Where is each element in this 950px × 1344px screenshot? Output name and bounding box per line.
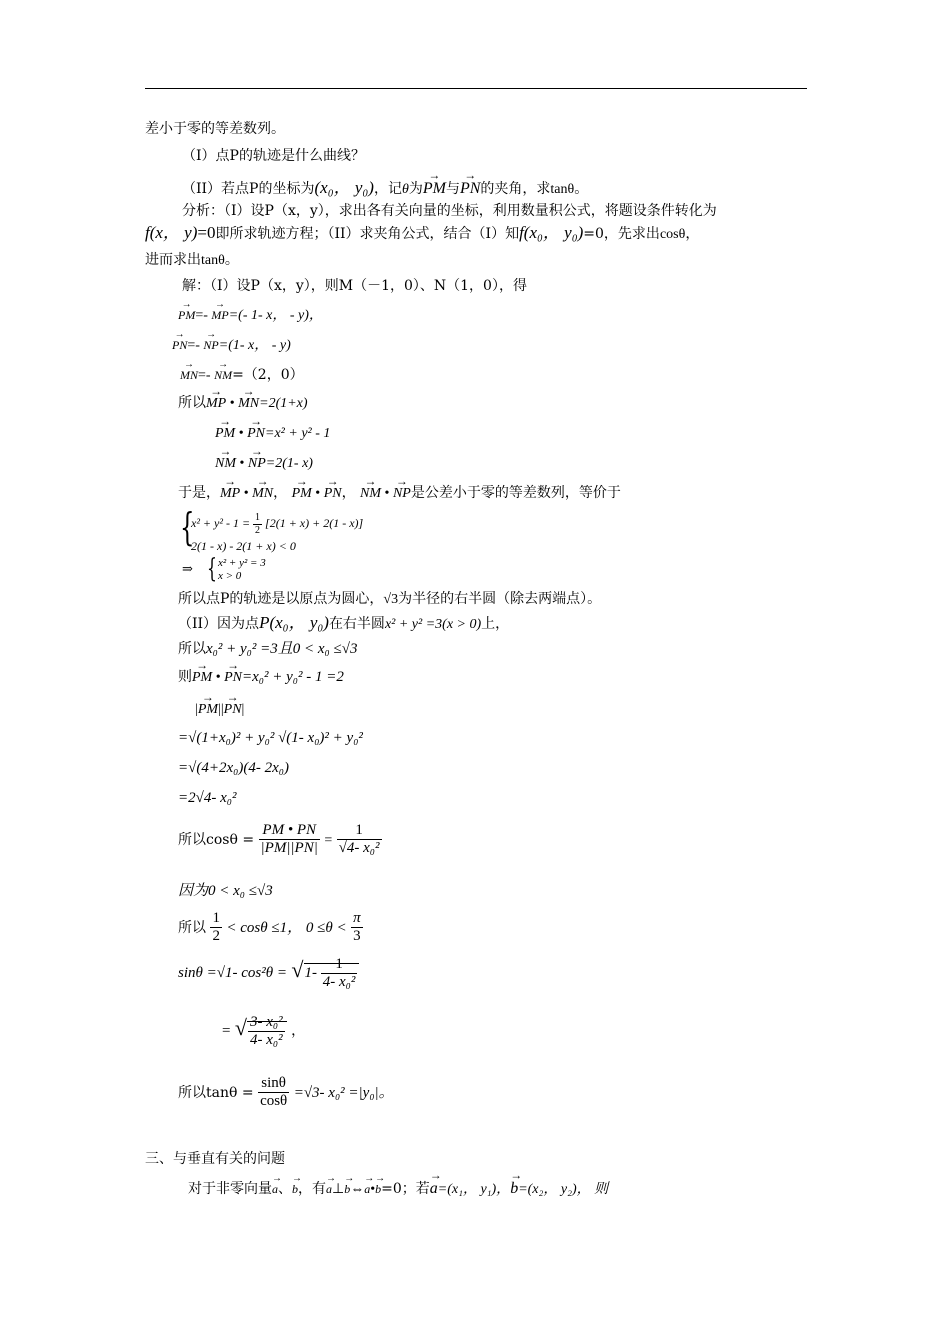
vector: → PM <box>215 418 235 441</box>
text: 于是， <box>178 485 220 501</box>
equation <box>180 360 304 383</box>
math: • <box>235 426 248 441</box>
denominator: 4- x₀² <box>322 974 356 991</box>
math: cosθ <box>659 227 686 242</box>
text: 。 <box>574 181 589 197</box>
text-line: 差小于零的等差数列。 <box>145 121 285 137</box>
vector: → PM <box>198 694 218 717</box>
header-rule <box>145 88 807 89</box>
fraction <box>321 956 358 992</box>
text: 所以cosθ = <box>178 831 255 848</box>
equation <box>178 822 382 858</box>
math: • <box>240 486 253 501</box>
equation: 因为0 < x₀ ≤√3 <box>178 883 273 899</box>
vector: → PN <box>172 330 187 351</box>
fraction <box>351 910 363 946</box>
text: 。 <box>224 252 239 268</box>
vector: → PM <box>192 662 212 685</box>
math: =(1- x， - y) <box>218 338 291 353</box>
text: ， <box>685 226 700 242</box>
text: 进而求出 <box>145 252 201 268</box>
equation <box>178 662 344 685</box>
equation <box>215 448 313 471</box>
question-2 <box>182 172 588 197</box>
math: =- <box>187 338 204 353</box>
question-1: （I）点P的轨迹是什么曲线？ <box>182 148 365 164</box>
numerator: 1 <box>337 822 382 840</box>
vector: → b <box>292 1174 298 1195</box>
radicand <box>304 956 360 991</box>
denominator: 4- x₀² <box>250 1032 283 1049</box>
math: f(x₀， y₀) <box>519 223 584 242</box>
denominator: cosθ <box>260 1093 288 1110</box>
vector: → a <box>326 1174 332 1195</box>
equation: =√(1+x₀)² + y₀² √(1- x₀)² + y₀² <box>178 730 363 746</box>
equation <box>178 910 363 946</box>
vector: → MN <box>252 478 273 501</box>
math: ⊥ <box>332 1182 345 1197</box>
system-eq-2: 2(1 - x) - 2(1 + x) < 0 <box>191 539 296 553</box>
math: tanθ <box>201 253 225 268</box>
text: 即所求轨迹方程；（II）求夹角公式，结合（I）知 <box>215 226 520 242</box>
brace-icon: { <box>207 554 217 584</box>
math: =x₀² + y₀² - 1 =2 <box>242 669 344 685</box>
solution-intro: 解：（I）设P（x，y），则M（－1，0）、N（1，0），得 <box>182 278 527 294</box>
text: （II）若点P的坐标为 <box>182 181 315 197</box>
math: 1- <box>304 965 317 982</box>
math: =(x₁， y₁)， <box>437 1182 511 1197</box>
math: < cosθ ≤1， 0 ≤θ < <box>226 919 347 936</box>
fraction <box>258 1075 289 1111</box>
math: = <box>222 1023 231 1040</box>
math: • <box>236 456 248 471</box>
denominator: |PM||PN| <box>260 840 318 857</box>
analysis-line-2 <box>145 224 699 242</box>
math: tanθ <box>550 182 575 197</box>
math: =(x₂， y₂)， 则 <box>518 1182 609 1197</box>
vector: → b <box>344 1174 350 1195</box>
text: 所以 <box>178 641 206 657</box>
vector: → b <box>375 1174 381 1195</box>
denominator: √4- x₀² <box>338 840 380 857</box>
equation <box>178 642 357 657</box>
fraction <box>253 512 262 536</box>
math: =- <box>195 308 212 323</box>
system-eq-4: x > 0 <box>218 570 242 582</box>
fraction <box>259 822 320 858</box>
text-line <box>178 614 509 632</box>
fraction <box>210 910 222 946</box>
text: =（2，0） <box>232 367 304 383</box>
analysis-line-1: 分析：（I）设P（x，y），求出各有关向量的坐标，利用数量积公式，将题设条件转化为 <box>182 203 717 219</box>
text: =0，先求出 <box>583 226 660 242</box>
equation <box>178 1075 394 1111</box>
system-eq-3: x² + y² = 3 <box>218 557 266 569</box>
equation <box>178 388 308 411</box>
math: √3 <box>383 592 399 607</box>
vector: → PN <box>224 662 242 685</box>
text: ， <box>273 485 292 501</box>
vector: → MP <box>206 388 226 411</box>
text: ， <box>341 485 361 501</box>
math: f(x， y) <box>145 223 198 242</box>
vector: → NM <box>215 448 236 471</box>
vector: → b <box>510 1172 518 1197</box>
text: 所以tanθ = <box>178 1084 254 1101</box>
text: 为 <box>408 181 423 197</box>
math: =2(1- x) <box>265 456 313 471</box>
numerator: sinθ <box>258 1075 289 1093</box>
equation <box>215 418 330 441</box>
implies-icon: ⇒ <box>182 562 193 577</box>
equation: =√(4+2x₀)(4- 2x₀) <box>178 760 289 776</box>
equation <box>172 330 291 353</box>
vector: → MN <box>180 360 198 381</box>
sqrt-icon: √ <box>234 1015 247 1041</box>
vector: → a <box>272 1174 278 1195</box>
math: ⇔ <box>350 1182 365 1197</box>
vector: → a <box>364 1174 370 1195</box>
math: =(- 1- x， - y)， <box>228 308 323 323</box>
text: 与 <box>445 181 460 197</box>
vector: → a <box>430 1172 438 1197</box>
text: 则 <box>178 669 192 685</box>
vector: → PM <box>423 172 446 197</box>
text: 、 <box>278 1181 292 1197</box>
math: =x² + y² - 1 <box>265 426 331 441</box>
math: • <box>311 486 324 501</box>
numerator: PM • PN <box>259 822 320 840</box>
vector: → NP <box>393 478 411 501</box>
text: ， <box>291 1023 306 1040</box>
math: x² + y² =3(x > 0) <box>384 617 482 632</box>
math: • <box>212 670 225 685</box>
vector: → NP <box>203 330 218 351</box>
vector: → PN <box>460 172 480 197</box>
denominator: 2 <box>255 524 261 536</box>
text-line <box>178 478 621 501</box>
numerator: 1 <box>321 956 358 974</box>
math: || <box>218 702 224 717</box>
math: x₀² + y₀² =3且0 < x₀ ≤√3 <box>206 641 358 657</box>
text: ，有 <box>298 1181 326 1197</box>
text: 所以 <box>178 395 206 411</box>
text: （II）因为点 <box>178 616 260 632</box>
numerator: 1 <box>210 910 222 928</box>
brace-icon: { <box>180 505 195 549</box>
vector: → MN <box>238 388 259 411</box>
denominator: 3 <box>353 928 361 945</box>
section-heading: 三、与垂直有关的问题 <box>145 1151 285 1167</box>
math: =√3- x₀² =|y₀|。 <box>293 1084 394 1101</box>
vector: → NP <box>248 448 266 471</box>
equation <box>195 694 244 717</box>
system-eq-1 <box>191 512 363 536</box>
math: | <box>241 702 245 717</box>
text: 在右半圆 <box>328 616 385 632</box>
fraction <box>248 1014 285 1050</box>
fraction <box>337 822 382 858</box>
analysis-line-3 <box>145 253 239 268</box>
equation <box>222 1014 305 1050</box>
math: =0 <box>197 223 216 242</box>
vector: → NM <box>214 360 232 381</box>
math: x² + y² - 1 = <box>191 515 251 530</box>
radicand <box>247 1014 287 1049</box>
numerator: π <box>351 910 363 928</box>
math: [2(1 + x) + 2(1 - x)] <box>265 515 364 530</box>
vector: → PM <box>292 478 312 501</box>
text: ，记 <box>373 181 402 197</box>
vector: → PN <box>224 694 242 717</box>
equation <box>178 956 359 992</box>
text: 对于非零向量 <box>188 1181 272 1197</box>
text: 是公差小于零的等差数列，等价于 <box>410 485 621 501</box>
vector: → MP <box>211 300 228 321</box>
vector: → PN <box>247 418 265 441</box>
math: sinθ =√1- cos²θ = <box>178 965 287 982</box>
text-line <box>178 592 601 607</box>
vector: → NM <box>360 478 381 501</box>
math: • <box>226 396 239 411</box>
math: = <box>324 832 333 848</box>
vector: → PN <box>324 478 342 501</box>
text: 的夹角，求 <box>480 181 551 197</box>
equation <box>178 300 323 323</box>
denominator: 2 <box>212 928 220 945</box>
math: • <box>370 1182 376 1197</box>
equation: =2√4- x₀² <box>178 790 237 806</box>
math: =2(1+x) <box>259 396 308 411</box>
text: 所以 <box>178 919 206 936</box>
vector: → MP <box>220 478 240 501</box>
text-line <box>188 1172 608 1197</box>
math: =- <box>198 368 215 383</box>
sqrt-icon: √ <box>291 957 304 983</box>
text: 为半径的右半圆（除去两端点）。 <box>398 591 602 607</box>
numerator: 3- x₀² <box>248 1014 285 1032</box>
text: =0；若 <box>381 1181 430 1197</box>
numerator: 1 <box>255 512 261 523</box>
math: (x₀， y₀) <box>314 178 374 197</box>
math: • <box>381 486 393 501</box>
vector: → PM <box>178 300 195 321</box>
math: P(x₀， y₀) <box>259 613 329 632</box>
math: | <box>195 702 198 717</box>
text: 所以点P的轨迹是以原点为圆心， <box>178 591 384 607</box>
text: 上， <box>481 616 510 632</box>
math: θ <box>401 182 409 197</box>
